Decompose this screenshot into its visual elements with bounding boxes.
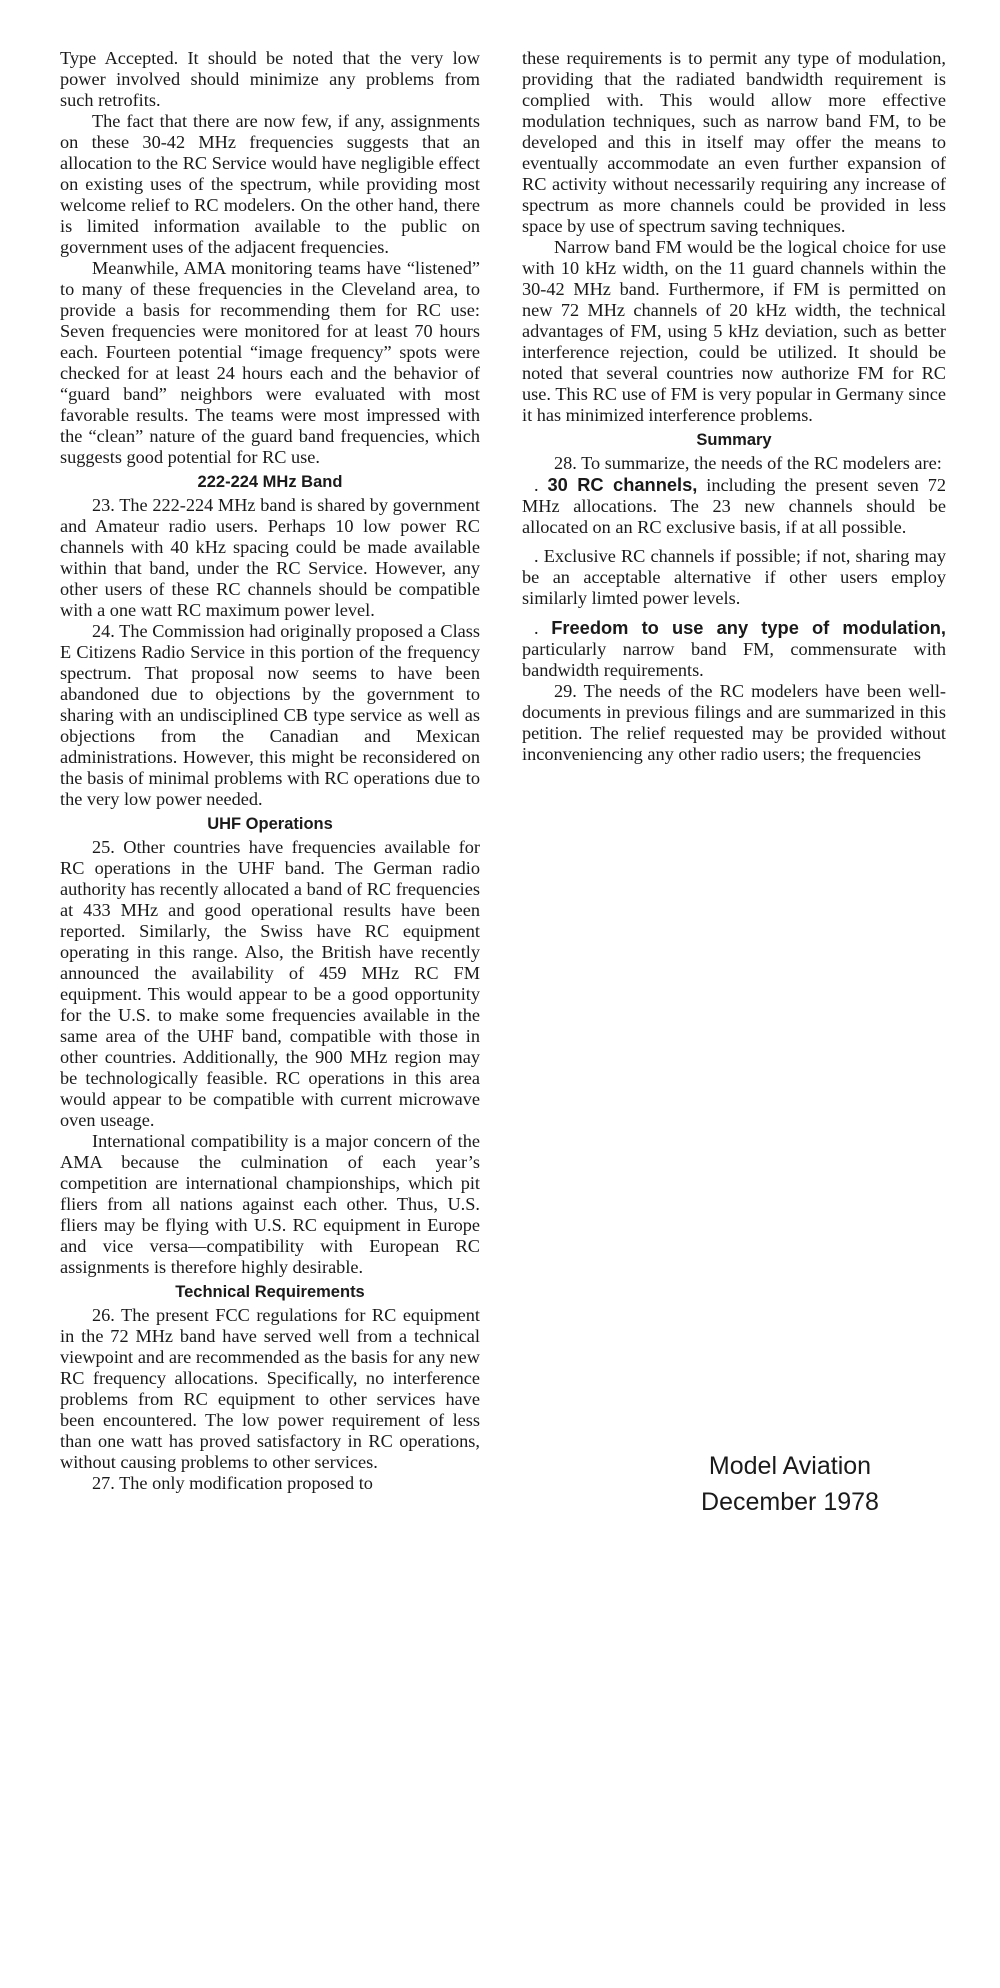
left-column xyxy=(60,48,480,1494)
paragraph-24: 24. The Commission had originally proposed a Class E Citizens Radio Service in this portion of the frequency spectrum. That proposal now seems to have been abandoned due to objections by the government to sharing with an undisciplined CB type service as well as objections from the Canadian and Mexican administrations. However, this might be reconsidered on the basis of minimal problems with RC operations due to the very low power needed. xyxy=(60,621,480,809)
summary-item-channels xyxy=(522,474,946,538)
bullet-marker: . xyxy=(534,618,552,638)
paragraph-29: 29. The needs of the RC modelers have been well-documents in previous filings and are summarized in this petition. The relief requested may be provided without inconveniencing any other radio users; the frequencies xyxy=(522,681,946,764)
bullet-marker: . xyxy=(534,475,548,495)
paragraph-assignments: The fact that there are now few, if any, assignments on these 30-42 MHz frequencies suggests that an allocation to the RC Service would have negligible effect on existing uses of the spectrum, while providing most welcome relief to RC modelers. On the other hand, there is limited information available to the public on government uses of the adjacent frequencies. xyxy=(60,111,480,257)
summary-item-channels-text: including the present seven 72 MHz allocations. The 23 new channels should be allocated on an RC exclusive basis, if at all possible. xyxy=(522,475,947,537)
summary-item-channels-bold: 30 RC channels, xyxy=(547,474,698,495)
paragraph-23: 23. The 222-224 MHz band is shared by government and Amateur radio users. Perhaps 10 low power RC channels with 40 kHz spacing could be made available within that band, under the RC Service. However, any other users of these RC channels should be compatible with a one watt RC maximum power level. xyxy=(60,495,480,620)
summary-item-modulation-bold: Freedom to use any type of modulation, xyxy=(551,617,946,638)
summary-item-exclusive-text: Exclusive RC channels if possible; if not, sharing may be an acceptable alternative if other users employ similarly limted power levels. xyxy=(522,546,946,608)
paragraph-25: 25. Other countries have frequencies available for RC operations in the UHF band. The German radio authority has recently allocated a band of RC frequencies at 433 MHz and good operational results have been reported. Similarly, the Swiss have RC equipment operating in this range. Also, the British have recently announced the availability of 459 MHz RC FM equipment. This would appear to be a good opportunity for the U.S. to make some frequencies available in the same area of the UHF band, compatible with those in other countries. Additionally, the 900 MHz region may be technologically feasible. RC operations in this area would appear to be compatible with current microwave oven useage. xyxy=(60,837,480,1130)
paragraph-27-start: 27. The only modification proposed to xyxy=(92,1473,373,1493)
right-column xyxy=(522,48,946,765)
paragraph-narrowband-fm: Narrow band FM would be the logical choice for use with 10 kHz width, on the 11 guard channels within the 30-42 MHz band. Furthermore, if FM is permitted on new 72 MHz channels of 20 kHz width, the technical advantages of FM, using 5 kHz deviation, such as better interference rejection, could be utilized. It should be noted that several countries now authorize FM for RC use. This RC use of FM is very popular in Germany since it has minimized interference problems. xyxy=(522,237,946,425)
heading-222-224-band: 222-224 MHz Band xyxy=(197,473,343,491)
summary-item-modulation xyxy=(522,617,946,681)
heading-technical-requirements: Technical Requirements xyxy=(175,1283,365,1301)
paragraph-28: 28. To summarize, the needs of the RC modelers are: xyxy=(554,453,942,473)
paragraph-27-continued: these requirements is to permit any type of modulation, providing that the radiated bandwidth requirement is complied with. This would allow more effective modulation techniques, such as narrow band FM, to be developed and this in itself may offer the means to eventually accommodate an even further expansion of RC activity without necessarily requiring any increase of spectrum as more channels could be provided in less space by use of spectrum saving techniques. xyxy=(522,48,946,236)
publication-footer xyxy=(640,1448,940,1520)
paragraph-monitoring: Meanwhile, AMA monitoring teams have “listened” to many of these frequencies in the Cleveland area, to provide a basis for recommending them for RC use: Seven frequencies were monitored for at least 70 hours each. Fourteen potential “image frequency” spots were checked for at least 24 hours each and the behavior of “guard band” neighbors were evaluated with most favorable results. The teams were most impressed with the “clean” nature of the guard band frequencies, which suggests good potential for RC use. xyxy=(60,258,480,467)
paragraph-intro: Type Accepted. It should be noted that the very low power involved should minimize any problems from such retrofits. xyxy=(60,48,480,110)
paragraph-26: 26. The present FCC regulations for RC equipment in the 72 MHz band have served well from a technical viewpoint and are recommended as the basis for any new RC frequency allocations. Specifically, no interference problems from RC equipment to other services have been encountered. The low power requirement of less than one watt has proved satisfactory in RC operations, without causing problems to other services. xyxy=(60,1305,480,1472)
summary-item-modulation-text: particularly narrow band FM, commensurate with bandwidth requirements. xyxy=(522,639,946,680)
heading-uhf-operations: UHF Operations xyxy=(207,815,333,833)
publication-name: Model Aviation xyxy=(708,1452,872,1480)
publication-date: December 1978 xyxy=(701,1488,879,1516)
bullet-marker: . xyxy=(534,546,544,566)
summary-item-exclusive xyxy=(522,546,946,609)
heading-summary: Summary xyxy=(696,431,772,449)
paragraph-international: International compatibility is a major concern of the AMA because the culmination of each year’s competition are international championships, which pit fliers from all nations against each other. Thus, U.S. fliers may be flying with U.S. RC equipment in Europe and vice versa—compatibility with European RC assignments is therefore highly desirable. xyxy=(60,1131,480,1277)
